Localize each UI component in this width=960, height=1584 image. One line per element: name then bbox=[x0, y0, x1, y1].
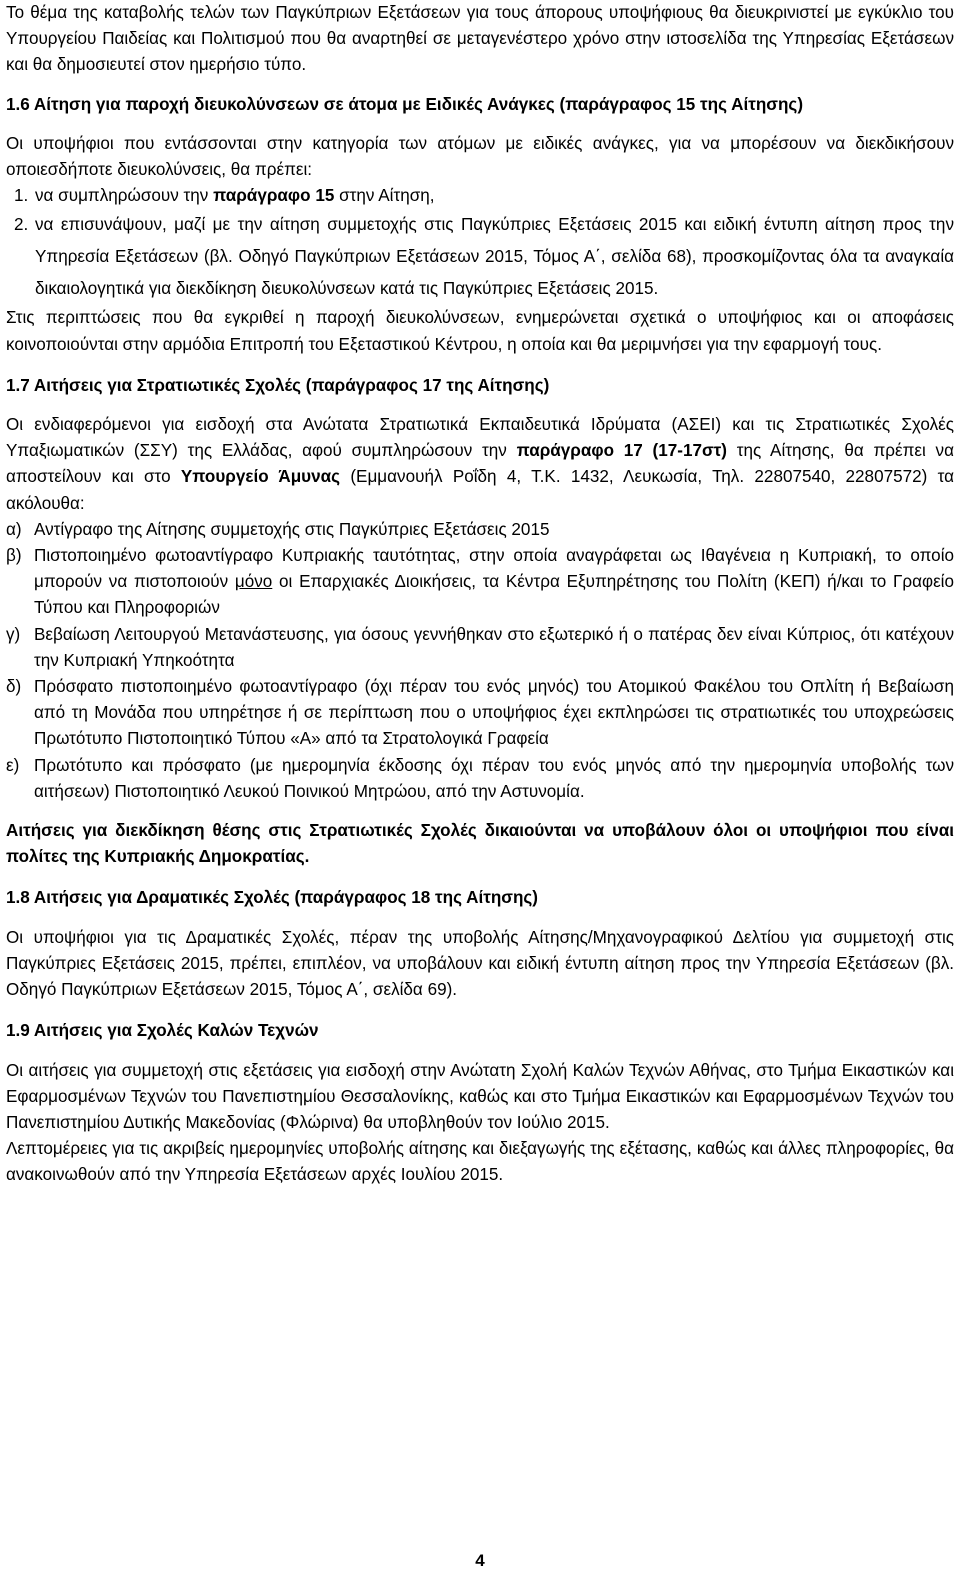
list-item-marker: δ) bbox=[6, 677, 22, 697]
section-1-9-paragraph-2: Λεπτομέρειες για τις ακριβείς ημερομηνίες υποβολής αίτησης και διεξαγωγής της εξέτασης, καθώς και άλλες πληροφορίες, θα ανακοινωθούν από την Υπηρεσία Εξετάσεων αρχές Ιουλίου 2015. bbox=[6, 1139, 954, 1185]
section-1-6-list bbox=[6, 183, 954, 305]
section-1-6-paragraph-1: Οι υποψήφιοι που εντάσσονται στην κατηγορία των ατόμων με ειδικές ανάγκες, για να μπορέσουν να διεκδικήσουν οποιεσδήποτε διευκολύνσεις, θα πρέπει: bbox=[6, 133, 954, 180]
section-1-7-list bbox=[6, 517, 954, 805]
list-item: β) Πιστοποιημένο φωτοαντίγραφο Κυπριακής ταυτότητας, στην οποία αναγράφεται ως Ιθαγένεια η Κυπριακή, το οποίο μπορούν να πιστοποιούν μόνο οι Επαρχιακές Διοικήσεις, τα Κέντρα Εξυπηρέτησης του Πολίτη (ΚΕΠ) ή/και το Γραφείο Τύπου και Πληροφοριών bbox=[6, 543, 954, 622]
list-item: γ) Βεβαίωση Λειτουργού Μετανάστευσης, για όσους γεννήθηκαν στο εξωτερικό ή ο πατέρας δεν είναι Κύπριος, ότι κατέχουν την Κυπριακή Υπηκοότητα bbox=[6, 622, 954, 674]
emphasis: Υπουργείο Άμυνας bbox=[180, 467, 341, 487]
list-item: δ) Πρόσφατο πιστοποιημένο φωτοαντίγραφο (όχι πέραν του ενός μηνός) του Ατομικού Φακέλου του Οπλίτη ή Βεβαίωση από τη Μονάδα που υπηρέτησε ή σε περίπτωση που ο υποψήφιος έχει εκπληρώσει τις στρατιωτικές του υποχρεώσεις Πρωτότυπο Πιστοποιητικό Τύπου «Α» από τα Στρατολογικά Γραφεία bbox=[6, 674, 954, 753]
list-item-number: 1. bbox=[14, 186, 29, 206]
list-item-marker: γ) bbox=[6, 624, 21, 644]
page-content bbox=[6, 0, 954, 1189]
list-item-number: 2. bbox=[14, 215, 29, 235]
section-1-8-paragraph: Οι υποψήφιοι για τις Δραματικές Σχολές, πέραν της υποβολής Αίτησης/Μηχανογραφικού Δελτίου για συμμετοχή στις Παγκύπριες Εξετάσεις 2015, πρέπει, επιπλέον, να υποβάλουν και ειδική έντυπη αίτηση προς την Υπηρεσία Εξετάσεων (βλ. Οδηγό Παγκύπριων Εξετάσεων 2015, Τόμος Α΄, σελίδα 69). bbox=[6, 927, 954, 1000]
emphasis: παράγραφο 15 bbox=[213, 186, 335, 206]
list-item-marker: α) bbox=[6, 519, 22, 539]
page-number: 4 bbox=[475, 1551, 485, 1570]
section-1-6-title: 1.6 Αίτηση για παροχή διευκολύνσεων σε άτομα με Ειδικές Ανάγκες (παράγραφος 15 της Αίτησης) bbox=[6, 94, 804, 114]
section-1-6-paragraph-2: Στις περιπτώσεις που θα εγκριθεί η παροχή διευκολύνσεων, ενημερώνεται σχετικά ο υποψήφιος και οι αποφάσεις κοινοποιούνται στην αρμόδια Επιτροπή του Εξεταστικού Κέντρου, η οποία και θα μεριμνήσει για την εφαρμογή τους. bbox=[6, 308, 954, 354]
section-1-8-title: 1.8 Αιτήσεις για Δραματικές Σχολές (παράγραφος 18 της Αίτησης) bbox=[6, 888, 539, 908]
emphasis: παράγραφο 17 (17-17στ) bbox=[516, 441, 727, 461]
underlined-word: μόνο bbox=[234, 572, 273, 592]
list-item-marker: ε) bbox=[6, 755, 20, 775]
section-1-7-note: Αιτήσεις για διεκδίκηση θέσης στις Στρατιωτικές Σχολές δικαιούνται να υποβάλουν όλοι οι υποψήφιοι που είναι πολίτες της Κυπριακής Δημοκρατίας. bbox=[6, 821, 954, 867]
intro-paragraph: Το θέμα της καταβολής τελών των Παγκύπριων Εξετάσεων για τους άπορους υποψήφιους θα διευκρινιστεί με εγκύκλιο του Υπουργείου Παιδείας και Πολιτισμού που θα αναρτηθεί σε μεταγενέστερο χρόνο στην ιστοσελίδα της Υπηρεσίας Εξετάσεων και θα δημοσιευτεί στον ημερήσιο τύπο. bbox=[6, 3, 954, 75]
section-1-7-title: 1.7 Αιτήσεις για Στρατιωτικές Σχολές (παράγραφος 17 της Αίτησης) bbox=[6, 375, 550, 395]
list-item: 1. να συμπληρώσουν την παράγραφο 15 στην Αίτηση, bbox=[6, 183, 954, 209]
list-item-marker: β) bbox=[6, 546, 22, 566]
section-1-9-paragraph-1: Οι αιτήσεις για συμμετοχή στις εξετάσεις για εισδοχή στην Ανώτατη Σχολή Καλών Τεχνών Αθήνας, στο Τμήμα Εικαστικών και Εφαρμοσμένων Τεχνών του Πανεπιστημίου Θεσσαλονίκης, καθώς και στο Τμήμα Εικαστικών και Εφαρμοσμένων Τεχνών του Πανεπιστημίου Δυτικής Μακεδονίας (Φλώρινα) θα υποβληθούν τον Ιούλιο 2015. bbox=[6, 1060, 954, 1132]
section-1-7-paragraph-1: Οι ενδιαφερόμενοι για εισδοχή στα Ανώτατα Στρατιωτικά Εκπαιδευτικά Ιδρύματα (ΑΣΕΙ) και τις Στρατιωτικές Σχολές Υπαξιωματικών (ΣΣΥ) της Ελλάδας, αφού συμπληρώσουν την παράγραφο 17 (17-17στ) της Αίτησης, θα πρέπει να αποστείλουν και στο Υπουργείο Άμυνας (Εμμανουήλ Ροΐδη 4, Τ.Κ. 1432, Λευκωσία, Τηλ. 22807540, 22807572) τα ακόλουθα: bbox=[6, 415, 955, 513]
list-item: ε) Πρωτότυπο και πρόσφατο (με ημερομηνία έκδοσης όχι πέραν του ενός μηνός από την ημερομηνία υποβολής των αιτήσεων) Πιστοποιητικό Λευκού Ποινικού Μητρώου, από την Αστυνομία. bbox=[6, 753, 954, 805]
list-item: 2. να επισυνάψουν, μαζί με την αίτηση συμμετοχής στις Παγκύπριες Εξετάσεις 2015 και ειδική έντυπη αίτηση προς την Υπηρεσία Εξετάσεων (βλ. Οδηγό Παγκύπριων Εξετάσεων 2015, Τόμος Α΄, σελίδα 68), προσκομίζοντας όλα τα αναγκαία δικαιολογητικά για διεκδίκηση διευκολύνσεων κατά τις Παγκύπριες Εξετάσεις 2015. bbox=[6, 209, 954, 305]
list-item: α) Αντίγραφο της Αίτησης συμμετοχής στις Παγκύπριες Εξετάσεις 2015 bbox=[6, 517, 954, 543]
section-1-9-title: 1.9 Αιτήσεις για Σχολές Καλών Τεχνών bbox=[6, 1021, 319, 1041]
